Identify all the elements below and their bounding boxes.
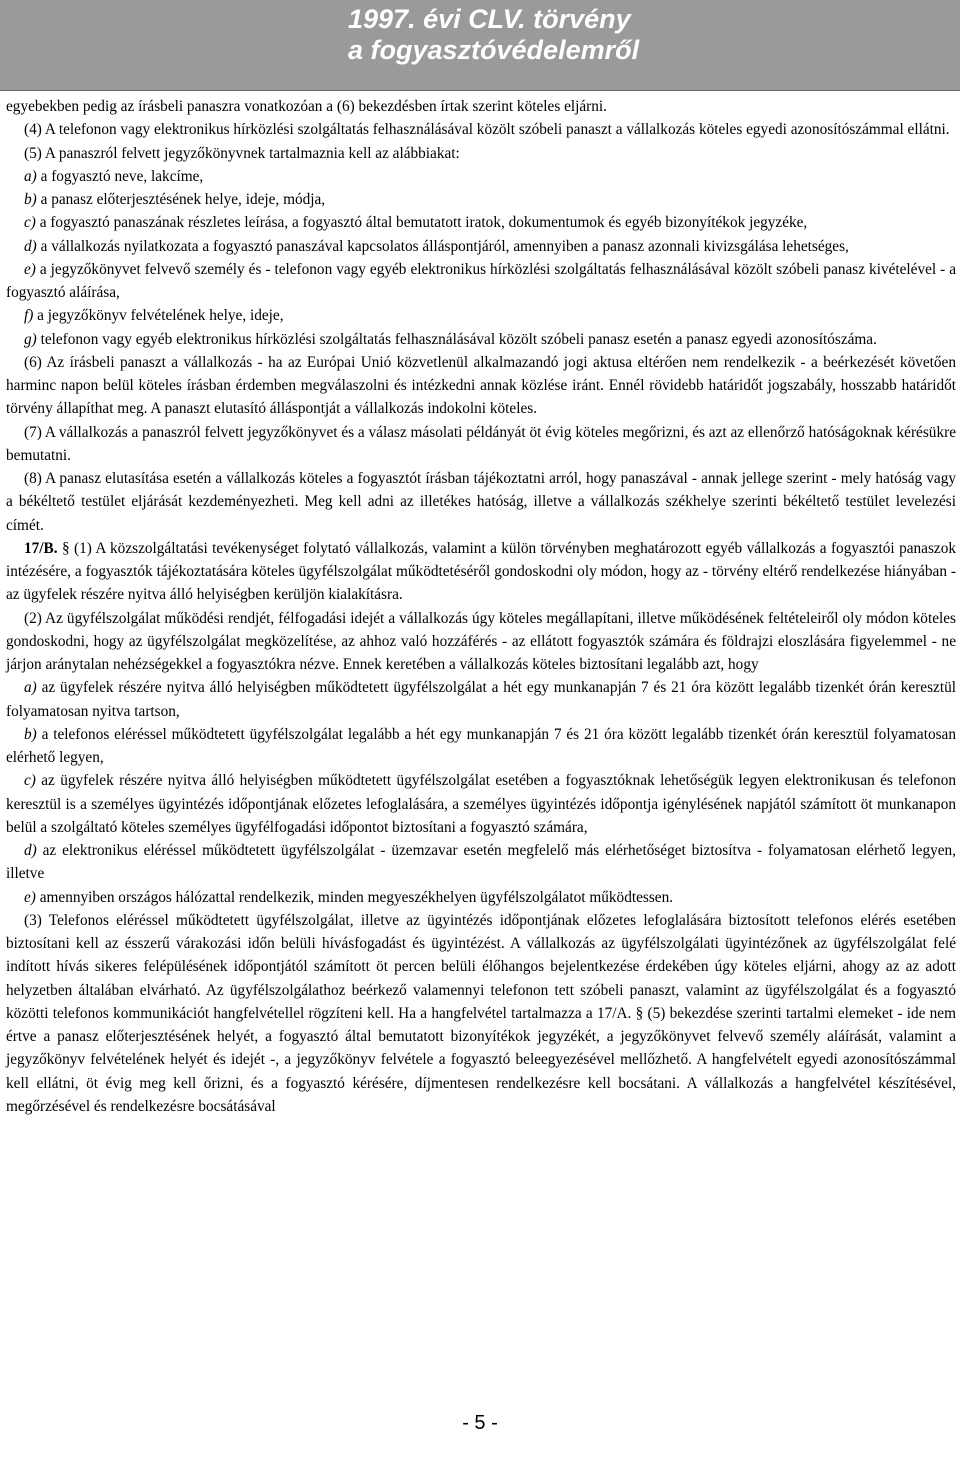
list-item-text: a panasz előterjesztésének helye, ideje, módja, [36,191,326,208]
paragraph-7: (7) A vállalkozás a panaszról felvett jegyzőkönyvet és a válasz másolati példányát öt évig köteles megőrizni, és azt az ellenőrző hatóságoknak kérésükre bemutatni. [6,423,956,464]
list-item-text: a telefonos eléréssel működtetett ügyfélszolgálat legalább a hét egy munkanapján 7 és 21 óra között legalább tizenkét órán keresztül folyamatosan elérhető legyen, [6,725,956,766]
list-item-5d [6,235,956,258]
page-number: - 5 - [462,1412,498,1434]
title-line-2: a fogyasztóvédelemről [348,35,640,65]
list-item-17b-c [6,769,956,839]
section-17b-paragraph-2: (2) Az ügyfélszolgálat működési rendjét, félfogadási idejét a vállalkozás úgy köteles megállapítani, illetve működésének feltételeiről oly módon köteles gondoskodni, hogy az ügyfélszolgálat megközelítése, az ahhoz való hozzáférés - az ellátott fogyasztók számára és földrajzi eloszlására figyelemmel - ne járjon aránytalan nehézségekkel a fogyasztókra nézve. Ennek keretében a vállalkozás köteles biztosítani legalább azt, hogy [6,609,956,673]
list-item-text: az elektronikus eléréssel működtetett ügyfélszolgálat - üzemzavar esetén megfelelő más elérhetőséget biztosítva - folyamatosan elérhető legyen, illetve [6,842,956,883]
list-item-5g [6,328,956,351]
paragraph-8: (8) A panasz elutasítása esetén a vállalkozás köteles a fogyasztót írásban tájékoztatni arról, hogy panaszával - annak jellege szerint - mely hatóság vagy a békéltető testület eljárását kezdeményezheti. Meg kell adni az illetékes hatóság, illetve a vállalkozás székhelye szerinti békéltető testület levelezési címét. [6,470,956,534]
list-marker: e) [24,888,36,906]
list-item-text: a vállalkozás nyilatkozata a fogyasztó panaszával kapcsolatos álláspontjáról, amennyiben a panasz azonnali kivizsgálása lehetséges, [36,237,849,255]
document-title [348,4,948,66]
list-marker: c) [24,772,36,790]
page-header [0,0,960,91]
list-item-text: az ügyfelek részére nyitva álló helyiségben működtetett ügyfélszolgálat esetében a fogyasztóknak lehetőségük legyen elektronikusan és telefonon keresztül is a személyes ügyintézés időpontjának előzetes lefoglalására, a személyes ügyintézés időpontja igénylésének napjától számított öt munkanapon belül a szolgáltató köteles személyes ügyfélfogadási időpontot biztosítani a fogyasztó számára, [6,772,956,836]
list-item-17b-e [6,886,956,909]
document-body [6,95,956,1118]
section-label: 17/B. [24,539,58,557]
list-item-17b-a [6,676,956,723]
title-line-1: 1997. évi CLV. törvény [348,4,631,34]
section-17b-paragraph-3: (3) Telefonos eléréssel működtetett ügyfélszolgálat, illetve az ügyintézés időpontjának előzetes lefoglalására biztosított telefonos elérés esetében biztosítani kell az ésszerű várakozási időn belüli hívásfogadást és ügyintézést. A vállalkozás az ügyfélszolgálati ügyintézőnek az ügyfélszolgálat felé indított hívás sikeres felépülésének időpontjától számított öt percen belüli élőhangos bejelentkezése érdekében úgy köteles eljárni, ahogy az az adott helyzetben általában elvárható. Az ügyfélszolgálathoz beérkező valamennyi telefonon tett szóbeli panaszt, valamint az ügyfélszolgálat és a fogyasztó közötti telefonos kommunikációt hangfelvétellel rögzíteni kell. Ha a hangfelvétel tartalmazza a 17/A. § (5) bekezdése szerinti tartalmi elemeket - ide nem értve a panasz előterjesztésének helyét, a fogyasztó által bemutatott bizonyítékok jegyzékét, a jegyzőkönyvet felvevő személy aláírását, valamint a jegyzőkönyv felvételének helyét és idejét -, a jegyzőkönyv felvétele a fogyasztó beleegyezésével mellőzhető. A hangfelvételt egyedi azonosítószámmal kell ellátni, öt évig meg kell őrizni, és a fogyasztó kérésére, díjmentesen rendelkezésre kell bocsátani. A vállalkozás a hangfelvétel készítésével, megőrzésével és rendelkezésre bocsátásával [6,911,956,1115]
paragraph-5: (5) A panaszról felvett jegyzőkönyvnek tartalmaznia kell az alábbiakat: [24,144,460,162]
list-item-text: telefonon vagy egyéb elektronikus hírközlési szolgáltatás felhasználásával közölt szóbeli panasz esetén a panasz egyedi azonosítószáma. [36,330,877,348]
paragraph-continuation: egyebekben pedig az írásbeli panaszra vonatkozóan a (6) bekezdésben írtak szerint köteles eljárni. [6,98,607,115]
paragraph-6: (6) Az írásbeli panaszt a vállalkozás - ha az Európai Unió közvetlenül alkalmazandó jogi aktusa eltérően nem rendelkezik - a beérkezését követően harminc napon belül köteles írásban érdemben megválaszolni és intézkedni annak közlése iránt. Ennél rövidebb határidőt jogszabály, hosszabb határidőt törvény állapíthat meg. A panaszt elutasító álláspontját a vállalkozás indokolni köteles. [6,353,956,418]
list-item-5e [6,258,956,305]
list-item-text: az ügyfelek részére nyitva álló helyiségben működtetett ügyfélszolgálat a hét egy munkanapján 7 és 21 óra között legalább tizenkét órán keresztül folyamatosan nyitva tartson, [6,679,956,720]
list-item-text: a fogyasztó neve, lakcíme, [36,167,204,185]
list-item-5b [6,188,956,211]
list-marker: d) [24,842,37,859]
list-item-17b-b [6,723,956,770]
list-item-text: amennyiben országos hálózattal rendelkezik, minden megyeszékhelyen ügyfélszolgálatot működtessen. [35,888,674,906]
list-marker: b) [24,191,37,208]
list-item-text: a jegyzőkönyv felvételének helye, ideje, [33,307,284,325]
list-marker: a) [24,167,37,185]
list-item-text: a jegyzőkönyvet felvevő személy és - telefonon vagy egyéb elektronikus hírközlési szolgáltatás felhasználásával közölt szóbeli panasz kivételével - a fogyasztó aláírása, [6,260,956,301]
paragraph-4: (4) A telefonon vagy elektronikus hírközlési szolgáltatás felhasználásával közölt szóbeli panaszt a vállalkozás köteles egyedi azonosítószámmal ellátni. [24,121,950,139]
list-item-5a [6,165,956,188]
section-17b-paragraph-1 [6,537,956,607]
list-marker: f) [24,307,34,325]
list-marker: g) [24,330,37,348]
list-item-5c [6,211,956,234]
list-item-5f [6,304,956,327]
list-marker: a) [24,679,37,697]
section-text: § (1) A közszolgáltatási tevékenységet folytató vállalkozás, valamint a külön törvényben meghatározott egyéb vállalkozás a fogyasztói panaszok intézésére, a fogyasztók tájékoztatására köteles ügyfélszolgálat működtetéséről gondoskodni oly módon, hogy az - törvény eltérő rendelkezése hiányában - az ügyfelek részére nyitva álló helyiségben kerüljön kialakításra. [6,539,956,604]
list-marker: d) [24,237,37,255]
list-item-text: a fogyasztó panaszának részletes leírása, a fogyasztó által bemutatott iratok, dokumentumok és egyéb bizonyítékok jegyzéke, [35,214,808,232]
list-marker: c) [24,214,36,232]
list-marker: e) [24,260,36,278]
list-item-17b-d [6,839,956,886]
list-marker: b) [24,725,37,743]
